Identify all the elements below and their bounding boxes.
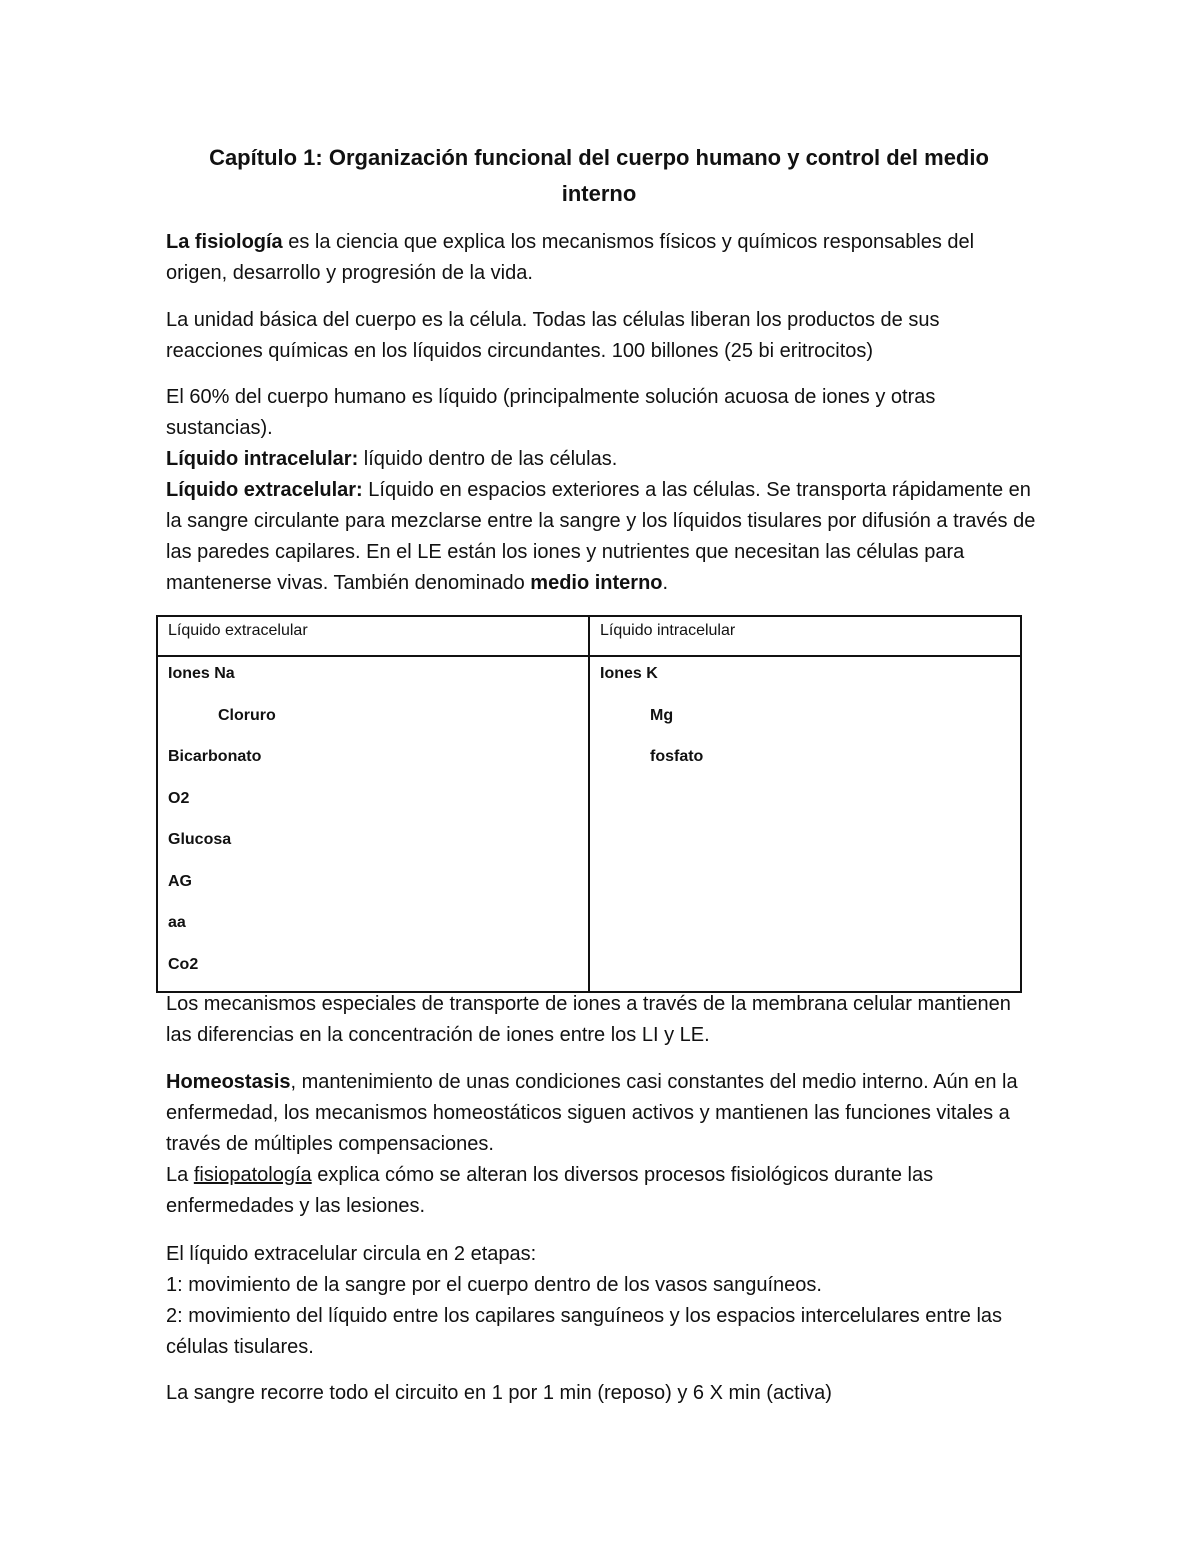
cell-text: La unidad básica del cuerpo es la célula. Todas las células liberan los productos de sus reacciones químicas en los líquidos circundantes. 100 billones (25 bi eritrocitos) <box>166 309 940 362</box>
paragraph-circuit <box>166 1378 1036 1409</box>
list-item: Cloruro <box>218 706 276 724</box>
list-item: Mg <box>650 706 674 724</box>
intracellular-list <box>589 656 1021 992</box>
list-item: fosfato <box>650 748 704 765</box>
list-item: aa <box>168 914 186 931</box>
title-line-2: interno <box>561 181 637 206</box>
paragraph-physiology <box>166 227 1036 289</box>
paragraph-transport <box>166 989 1036 1051</box>
list-item: Co2 <box>168 955 199 973</box>
table-header-row <box>157 616 1021 656</box>
page-title <box>166 140 1032 212</box>
list-item: Bicarbonato <box>168 748 262 765</box>
term-physiology: La fisiología <box>166 231 283 253</box>
fluids-text: El 60% del cuerpo humano es líquido (principalmente solución acuosa de iones y otras sustancias). <box>166 386 936 439</box>
physiology-definition: es la ciencia que explica los mecanismos físicos y químicos responsables del origen, desarrollo y progresión de la vida. <box>166 231 975 284</box>
header-extracellular: Líquido extracelular <box>157 616 589 656</box>
paragraph-fluids <box>166 382 1036 599</box>
circuit-text: La sangre recorre todo el circuito en 1 por 1 min (reposo) y 6 X min (activa) <box>166 1382 832 1404</box>
paragraph-homeostasis <box>166 1067 1036 1222</box>
list-item: Iones K <box>600 665 658 682</box>
intracellular-definition: líquido dentro de las células. <box>358 448 618 470</box>
term-internal-medium: medio interno <box>530 572 663 594</box>
paragraph-circulation <box>166 1239 1036 1363</box>
term-homeostasis: Homeostasis <box>166 1071 291 1093</box>
title-line-1: Capítulo 1: Organización funcional del cuerpo humano y control del medio <box>209 145 989 170</box>
table-body-row <box>157 656 1021 992</box>
list-item: O2 <box>168 789 190 807</box>
extracellular-list <box>157 656 589 992</box>
pathophysiology-definition: explica cómo se alteran los diversos procesos fisiológicos durante las enfermedades y las lesiones. <box>166 1164 934 1217</box>
list-item: Glucosa <box>168 831 232 848</box>
paragraph-cell <box>166 305 1036 367</box>
list-item: AG <box>168 872 192 890</box>
list-item: Iones Na <box>168 665 235 682</box>
circulation-intro: El líquido extracelular circula en 2 etapas: <box>166 1243 537 1265</box>
term-extracellular: Líquido extracelular: <box>166 479 363 501</box>
extracellular-end: . <box>662 572 669 594</box>
ions-table <box>156 615 1022 993</box>
header-intracellular: Líquido intracelular <box>589 616 1021 656</box>
extracellular-definition: Líquido en espacios exteriores a las células. Se transporta rápidamente en la sangre circulante para mezclarse entre la sangre y los líquidos tisulares por difusión a través de las paredes capilares. En el LE están los iones y nutrientes que necesitan las células para mantenerse vivas. También denominado <box>166 479 1036 594</box>
term-pathophysiology: fisiopatología <box>193 1164 312 1186</box>
pathophysiology-prefix: La <box>166 1164 194 1186</box>
term-intracellular: Líquido intracelular: <box>166 448 359 470</box>
homeostasis-definition: , mantenimiento de unas condiciones casi constantes del medio interno. Aún en la enfermedad, los mecanismos homeostáticos siguen activos y mantienen las funciones vitales a través de múltiples compensaciones. <box>166 1071 1018 1155</box>
circulation-stage-1: 1: movimiento de la sangre por el cuerpo dentro de los vasos sanguíneos. <box>166 1274 822 1296</box>
transport-text: Los mecanismos especiales de transporte de iones a través de la membrana celular mantienen las diferencias en la concentración de iones entre los LI y LE. <box>166 993 1011 1046</box>
circulation-stage-2: 2: movimiento del líquido entre los capilares sanguíneos y los espacios intercelulares entre las células tisulares. <box>166 1305 1003 1358</box>
